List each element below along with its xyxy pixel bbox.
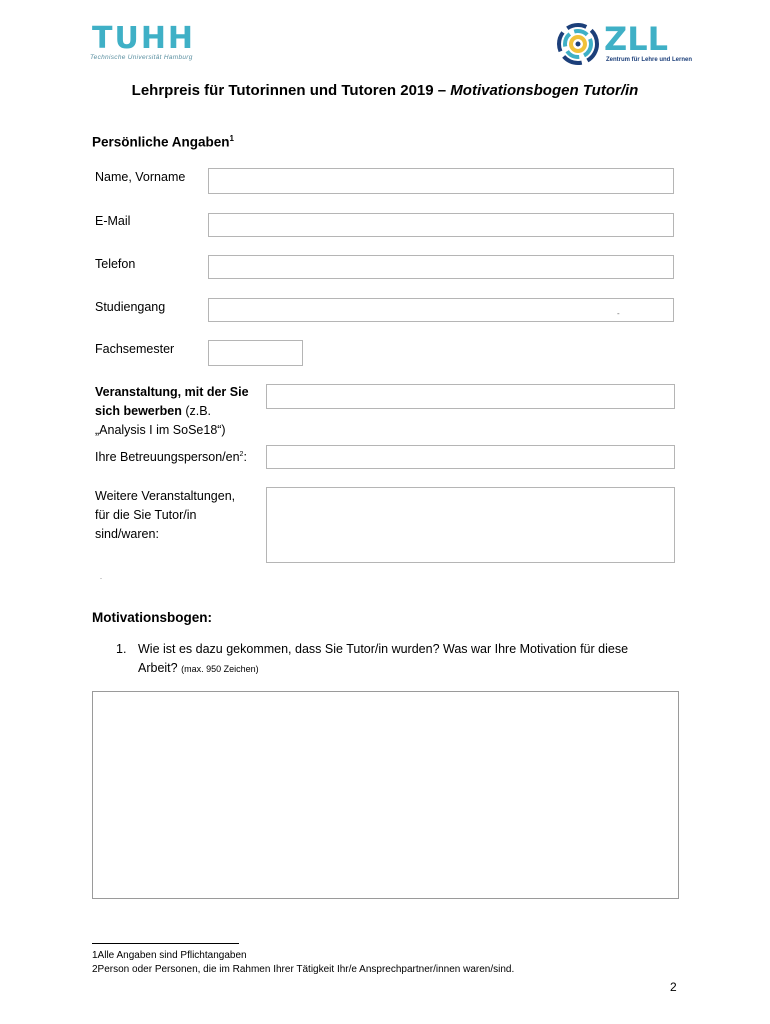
personal-heading-text: Persönliche Angaben [92, 134, 230, 150]
phone-field[interactable] [208, 255, 674, 279]
course-label-bold-2: sich bewerben [95, 404, 182, 418]
course-label-bold-1: Veranstaltung, mit der Sie [95, 385, 249, 399]
document-title [0, 82, 770, 99]
name-field[interactable] [208, 168, 674, 194]
tuhh-logo-subtitle: Technische Universität Hamburg [90, 54, 193, 61]
footnote-ref-2: 2 [239, 451, 244, 458]
email-label: E-Mail [95, 214, 131, 228]
motivation-section-heading: Motivationsbogen: [92, 610, 212, 625]
name-label: Name, Vorname [95, 170, 186, 184]
further-label-line-1: Weitere Veranstaltungen, [95, 489, 236, 503]
supervisor-label [95, 445, 247, 467]
answer-1-textarea[interactable] [92, 691, 679, 899]
further-label-line-3: sind/waren: [95, 527, 159, 541]
supervisor-label-text: Ihre Betreuungsperson/en [95, 450, 240, 465]
course-field[interactable] [266, 384, 675, 409]
semester-field[interactable] [208, 340, 303, 366]
zll-logo-subtitle: Zentrum für Lehre und Lernen [606, 57, 693, 63]
study-program-label: Studiengang [95, 300, 166, 314]
question-1-line-2 [138, 659, 676, 679]
personal-section-heading [92, 134, 234, 150]
study-program-mark: - [617, 309, 620, 318]
zll-logo-icon [556, 22, 600, 66]
supervisor-field[interactable] [266, 445, 675, 469]
stray-mark: - [100, 576, 102, 582]
study-program-field[interactable] [208, 298, 674, 322]
question-1-char-limit: (max. 950 Zeichen) [181, 664, 259, 674]
question-1 [116, 640, 676, 679]
further-courses-label [95, 487, 260, 544]
question-1-line-2-text: Arbeit? [138, 661, 182, 675]
title-main: Lehrpreis für Tutorinnen und Tutoren 2019 – [131, 82, 451, 99]
semester-label: Fachsemester [95, 342, 175, 356]
question-1-line-1: Wie ist es dazu gekommen, dass Sie Tutor/in wurden? Was war Ihre Motivation für diese [138, 642, 629, 656]
further-courses-field[interactable] [266, 487, 675, 563]
title-italic: Motivationsbogen Tutor/in [450, 82, 639, 99]
question-1-number: 1. [116, 642, 127, 656]
course-label-rest: (z.B. [181, 404, 212, 418]
footnote-divider [92, 943, 239, 944]
course-label [95, 383, 260, 440]
zll-logo: ZLL [604, 20, 668, 58]
footnote-2: 2Person oder Personen, die im Rahmen Ihrer Tätigkeit Ihr/e Ansprechpartner/innen waren/sind. [92, 964, 515, 975]
page-number: 2 [670, 980, 677, 994]
email-field[interactable] [208, 213, 674, 237]
footnote-ref-1: 1 [229, 134, 234, 143]
phone-label: Telefon [95, 257, 136, 271]
tuhh-logo: TUHH [92, 21, 196, 56]
further-label-line-2: für die Sie Tutor/in [95, 508, 197, 522]
footnote-1: 1Alle Angaben sind Pflichtangaben [92, 950, 247, 961]
course-label-example: „Analysis I im SoSe18“) [95, 423, 226, 437]
supervisor-label-colon: : [243, 450, 247, 465]
